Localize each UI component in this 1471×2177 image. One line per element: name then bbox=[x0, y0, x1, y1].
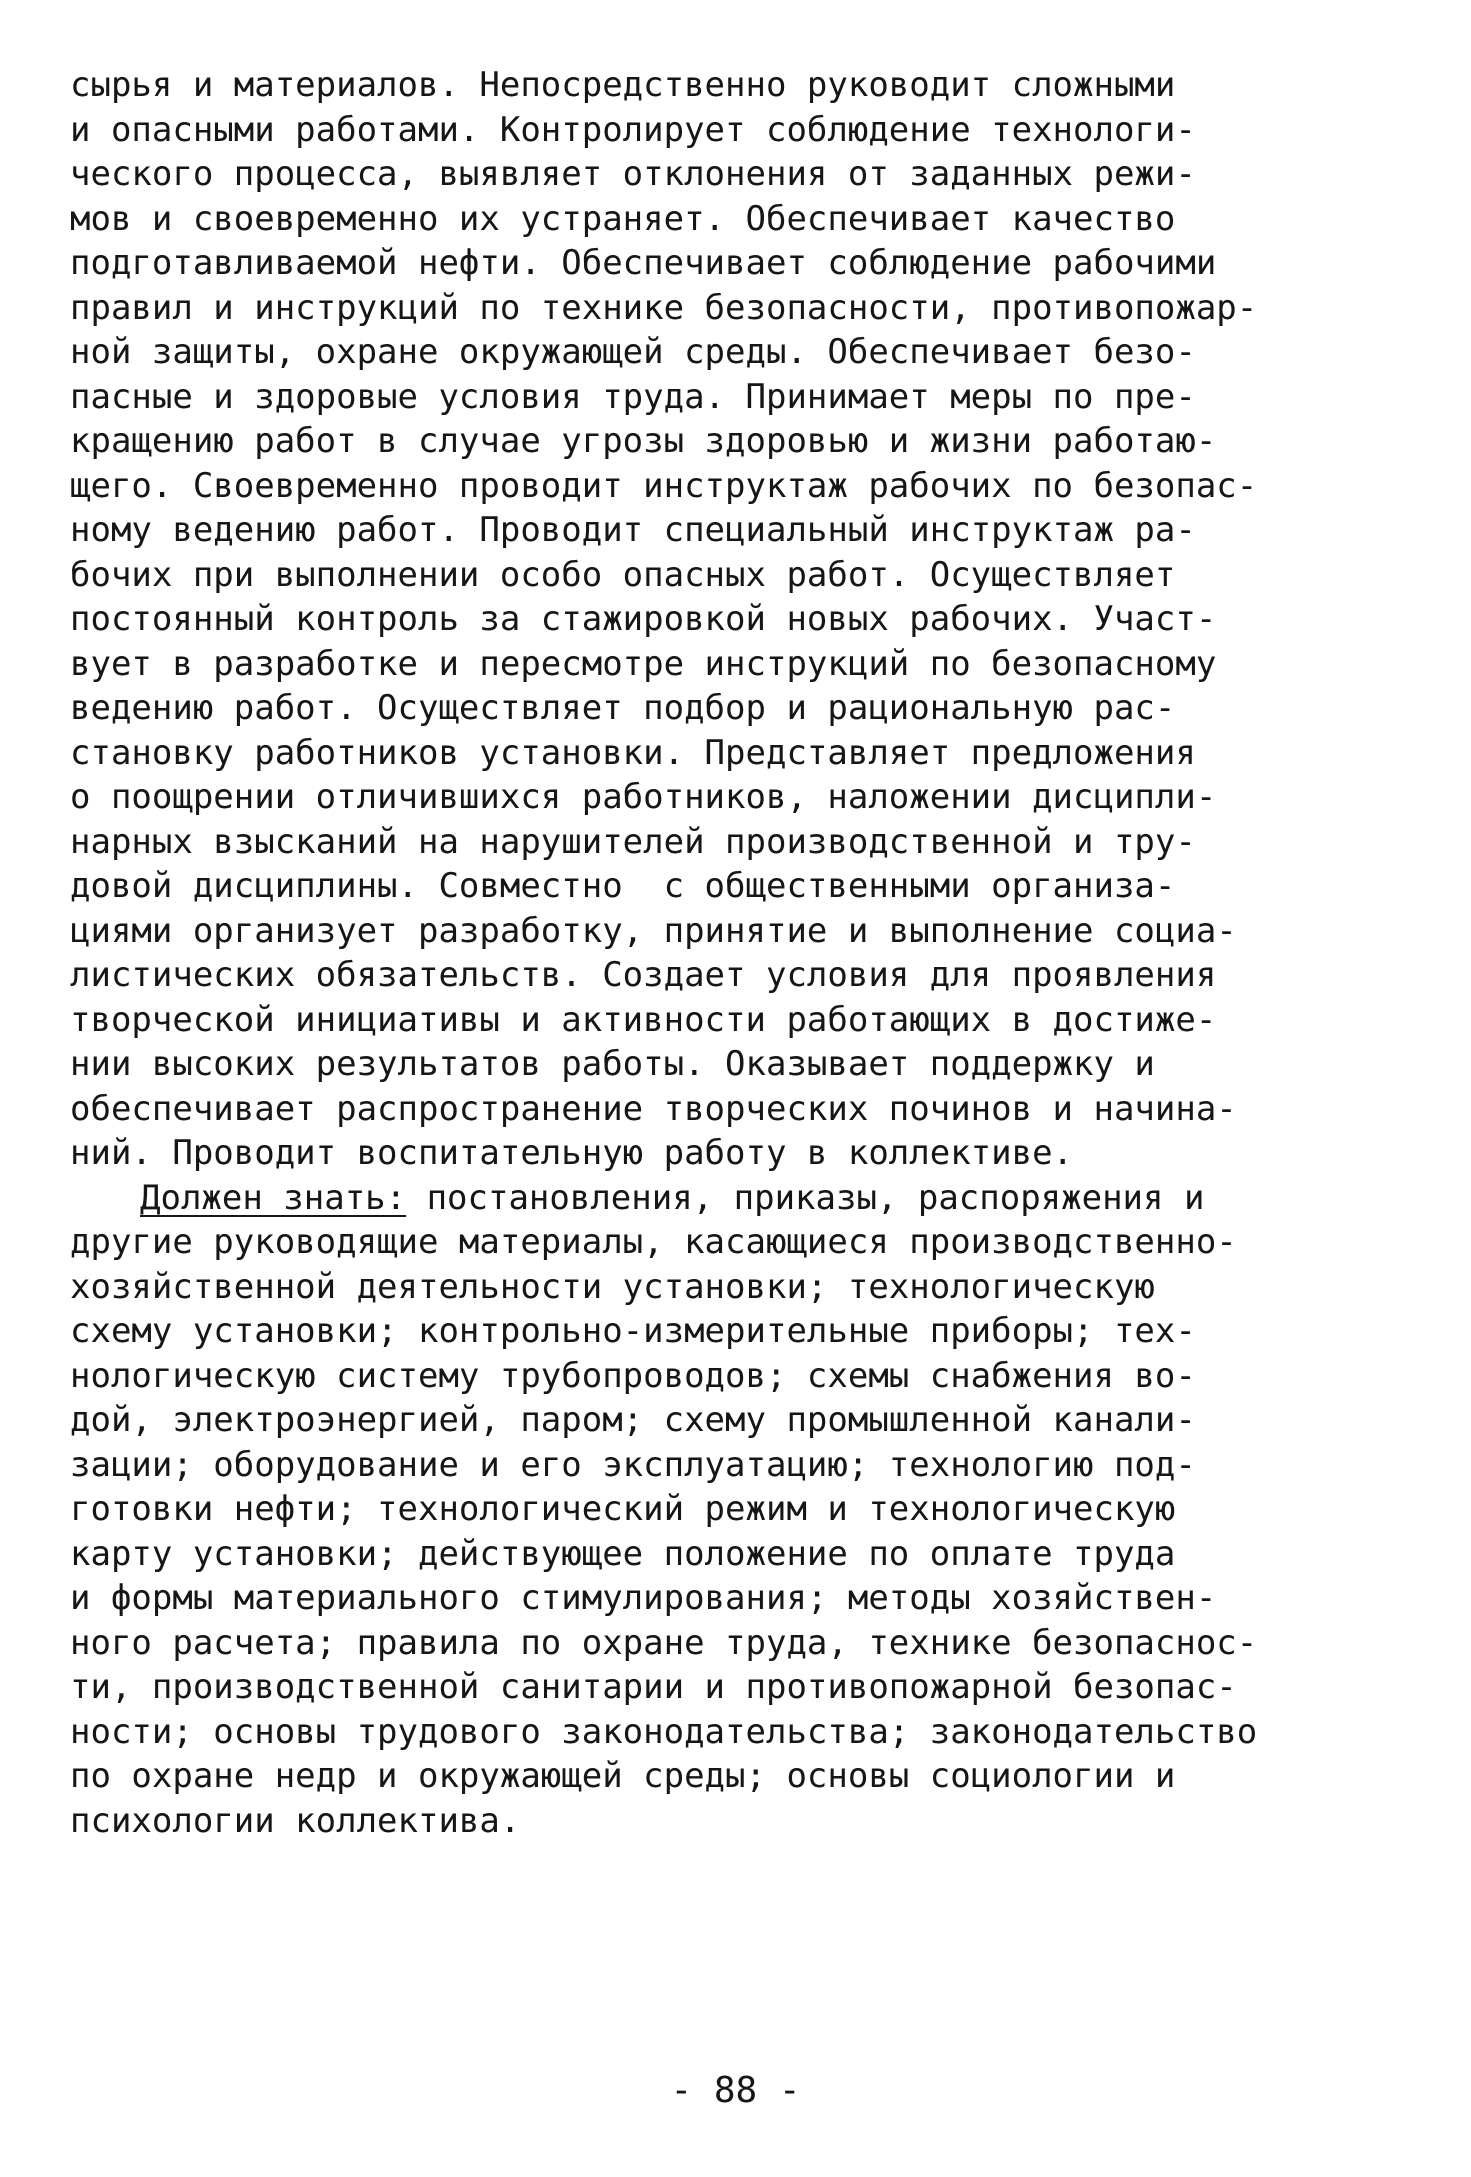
text-line: подготавливаемой нефти. Обеспечивает соблюдение рабочими bbox=[70, 243, 1217, 283]
text-line: другие руководящие материалы, касающиеся производственно- bbox=[70, 1222, 1237, 1262]
text-line: дой, электроэнергией, паром; схему промышленной канали- bbox=[70, 1400, 1196, 1440]
text-line: постоянный контроль за стажировкой новых рабочих. Участ- bbox=[70, 599, 1217, 639]
text-line: ти, производственной санитарии и противопожарной безопас- bbox=[70, 1667, 1237, 1707]
text-line: щего. Своевременно проводит инструктаж рабочих по безопас- bbox=[70, 465, 1258, 506]
text-line: зации; оборудование и его эксплуатацию; технологию под- bbox=[70, 1444, 1196, 1485]
text-line: ности; основы трудового законодательства; законодательство bbox=[70, 1711, 1258, 1752]
text-line: о поощрении отличившихся работников, наложении дисципли- bbox=[70, 777, 1217, 817]
text-line: ческого процесса, выявляет отклонения от заданных режи- bbox=[70, 154, 1196, 194]
text-line: обеспечивает распространение творческих починов и начина- bbox=[70, 1088, 1237, 1129]
text-line: нии высоких результатов работы. Оказывает поддержку и bbox=[70, 1044, 1155, 1084]
text-line: хозяйственной деятельности установки; технологическую bbox=[70, 1266, 1155, 1307]
text-line: ной защиты, охране окружающей среды. Обеспечивает безо- bbox=[70, 332, 1196, 372]
text-line: карту установки; действующее положение по оплате труда bbox=[70, 1533, 1176, 1574]
text-line: нологическую систему трубопроводов; схемы снабжения во- bbox=[70, 1355, 1196, 1396]
page-number: - 88 - bbox=[670, 2070, 801, 2111]
text-line: кращению работ в случае угрозы здоровью и жизни работаю- bbox=[70, 421, 1217, 461]
text-line: и формы материального стимулирования; методы хозяйствен- bbox=[70, 1578, 1217, 1618]
text-line: нарных взысканий на нарушителей производственной и тру- bbox=[70, 821, 1196, 862]
text-line: ному ведению работ. Проводит специальный инструктаж ра- bbox=[70, 510, 1196, 550]
text-line: циями организует разработку, принятие и выполнение социа- bbox=[70, 910, 1237, 951]
text-line: ний. Проводит воспитательную работу в коллективе. bbox=[70, 1133, 1074, 1173]
text-line: довой дисциплины. Совместно с общественными организа- bbox=[70, 866, 1176, 906]
text-fragment: постановления, приказы, распоряжения и bbox=[406, 1177, 1205, 1218]
text-line: сырья и материалов. Непосредственно руководит сложными bbox=[70, 65, 1176, 105]
paragraph2-first-line bbox=[140, 1175, 1204, 1221]
must-know-heading: Должен знать: bbox=[140, 1177, 407, 1218]
text-line: ного расчета; правила по охране труда, технике безопаснос- bbox=[70, 1622, 1258, 1663]
text-line: листических обязательств. Создает условия для проявления bbox=[70, 955, 1217, 995]
text-line: ведению работ. Осуществляет подбор и рациональную рас- bbox=[70, 688, 1176, 728]
text-line: пасные и здоровые условия труда. Принимает меры по пре- bbox=[70, 376, 1196, 417]
text-line: творческой инициативы и активности работающих в достиже- bbox=[70, 999, 1217, 1040]
text-line: психологии коллектива. bbox=[70, 1800, 521, 1841]
text-line: и опасными работами. Контролирует соблюдение технологи- bbox=[70, 109, 1196, 150]
text-line: правил и инструкций по технике безопасности, противопожар- bbox=[70, 287, 1258, 328]
text-line: по охране недр и окружающей среды; основы социологии и bbox=[70, 1756, 1176, 1796]
text-line: бочих при выполнении особо опасных работ. Осуществляет bbox=[70, 554, 1176, 595]
text-line: схему установки; контрольно-измерительные приборы; тех- bbox=[70, 1311, 1196, 1351]
text-line: готовки нефти; технологический режим и технологическую bbox=[70, 1489, 1176, 1529]
text-line: вует в разработке и пересмотре инструкций по безопасному bbox=[70, 643, 1217, 684]
text-line: мов и своевременно их устраняет. Обеспечивает качество bbox=[70, 198, 1176, 239]
text-line: становку работников установки. Представляет предложения bbox=[70, 732, 1196, 773]
